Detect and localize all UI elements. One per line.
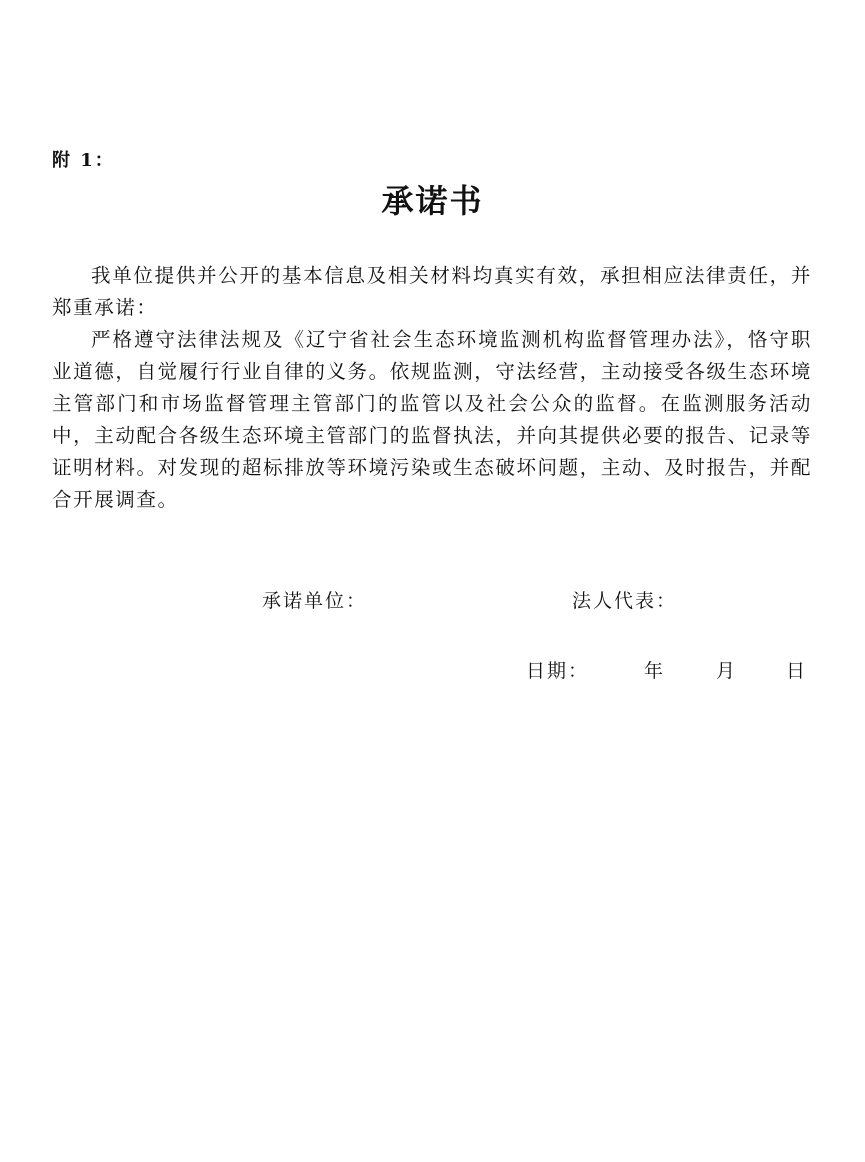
page-title: 承诺书 — [381, 182, 484, 220]
date-day: 日 — [786, 660, 808, 682]
document-body — [52, 260, 812, 516]
signature-rep-label: 法人代表： — [572, 590, 678, 612]
signature-unit-label: 承诺单位： — [262, 590, 368, 612]
date-year: 年 — [644, 660, 666, 682]
paragraph-commitment-intro: 我单位提供并公开的基本信息及相关材料均真实有效，承担相应法律责任，并郑重承诺： — [52, 264, 812, 319]
date-row — [526, 656, 807, 683]
date-month: 月 — [716, 660, 738, 682]
attachment-label: 附 1： — [52, 150, 115, 171]
date-label: 日期： — [526, 660, 590, 682]
paragraph-commitment-detail: 严格遵守法律法规及《辽宁省社会生态环境监测机构监督管理办法》，恪守职业道德，自觉履行行业自律的义务。依规监测，守法经营，主动接受各级生态环境主管部门和市场监督管理主管部门的监管以及社会公众的监督。在监测服务活动中，主动配合各级生态环境主管部门的监督执法，并向其提供必要的报告、记录等证明材料。对发现的超标排放等环境污染或生态破坏问题，主动、及时报告，并配合开展调查。 — [52, 328, 812, 511]
